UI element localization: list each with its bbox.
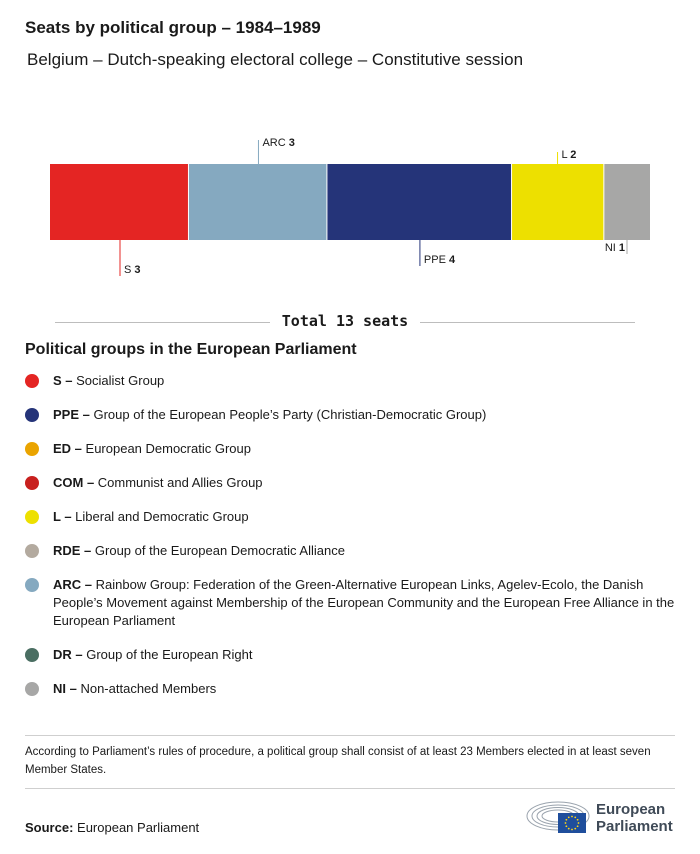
legend-abbr: S – (53, 373, 73, 388)
legend-text: European Democratic Group (81, 441, 251, 456)
eu-star-icon (568, 816, 570, 818)
legend-item (25, 440, 680, 458)
total-seats (55, 312, 635, 334)
legend (25, 372, 680, 714)
bar-segment-ppe (327, 164, 512, 240)
logo-wordmark (596, 801, 673, 835)
legend-item (25, 372, 680, 390)
source-label: Source: (25, 820, 74, 835)
bar-segment-arc (188, 164, 326, 240)
legend-dot-icon (25, 374, 39, 388)
legend-item (25, 474, 680, 492)
european-parliament-logo (525, 798, 685, 838)
eu-star-icon (577, 825, 579, 827)
eu-star-icon (571, 829, 573, 831)
segment-label-arc: ARC 3 (262, 137, 295, 149)
seat-bar-chart (0, 130, 700, 290)
parliament-emblem-icon (525, 798, 591, 838)
source-text: European Parliament (77, 820, 200, 835)
legend-dot-icon (25, 510, 39, 524)
legend-dot-icon (25, 544, 39, 558)
chart-title: Seats by political group – 1984–1989 (25, 18, 321, 37)
legend-abbr: NI – (53, 681, 77, 696)
bar-segment-l (512, 164, 604, 240)
chart-subtitle: Belgium – Dutch-speaking electoral college – Constitutive session (27, 50, 524, 69)
bar-segment-ni (604, 164, 650, 240)
legend-title: Political groups in the European Parliament (25, 341, 357, 358)
eu-star-icon (565, 819, 567, 821)
legend-abbr: L – (53, 509, 72, 524)
eu-star-icon (574, 816, 576, 818)
eu-star-icon (565, 822, 567, 824)
segment-label-ni: NI 1 (604, 242, 625, 254)
segment-label-s: S 3 (124, 264, 141, 276)
eu-star-icon (571, 816, 573, 818)
legend-text: Communist and Allies Group (94, 475, 263, 490)
legend-dot-icon (25, 408, 39, 422)
eu-star-icon (568, 828, 570, 830)
legend-item (25, 576, 680, 630)
eu-star-icon (578, 822, 580, 824)
legend-abbr: DR – (53, 647, 83, 662)
legend-text: Group of the European Right (82, 647, 253, 662)
legend-text: Socialist Group (72, 373, 165, 388)
logo-line2: Parliament (596, 818, 673, 835)
eu-star-icon (577, 819, 579, 821)
segment-label-l: L 2 (561, 149, 577, 161)
divider-bottom (25, 788, 675, 789)
source (25, 820, 199, 835)
legend-dot-icon (25, 682, 39, 696)
legend-abbr: ARC – (53, 577, 93, 592)
logo-line1: European (596, 801, 666, 818)
legend-item (25, 542, 680, 560)
legend-dot-icon (25, 476, 39, 490)
legend-text: Liberal and Democratic Group (71, 509, 249, 524)
legend-text: Group of the European People’s Party (Christian-Democratic Group) (89, 407, 487, 422)
legend-text: Group of the European Democratic Alliance (91, 543, 345, 558)
eu-star-icon (574, 828, 576, 830)
legend-abbr: ED – (53, 441, 82, 456)
legend-abbr: RDE – (53, 543, 92, 558)
legend-item (25, 508, 680, 526)
legend-item (25, 646, 680, 664)
legend-dot-icon (25, 442, 39, 456)
legend-text: Non-attached Members (76, 681, 217, 696)
segment-label-ppe: PPE 4 (423, 254, 456, 266)
eu-star-icon (565, 825, 567, 827)
legend-item (25, 680, 680, 698)
legend-dot-icon (25, 578, 39, 592)
bar-segment-s (50, 164, 188, 240)
legend-abbr: PPE – (53, 407, 90, 422)
legend-text: Rainbow Group: Federation of the Green-Alternative European Links, Agelev-Ecolo, the Danish People’s Movement against Membership of the European Community and the European Free Alliance in the European Parliament (53, 577, 675, 628)
divider-top (25, 735, 675, 736)
legend-abbr: COM – (53, 475, 95, 490)
legend-dot-icon (25, 648, 39, 662)
legend-item (25, 406, 680, 424)
footnote: According to Parliament’s rules of procedure, a political group shall consist of at least 23 Members elected in at least seven Member States. (25, 746, 651, 776)
total-seats-label: Total 13 seats (281, 312, 409, 330)
